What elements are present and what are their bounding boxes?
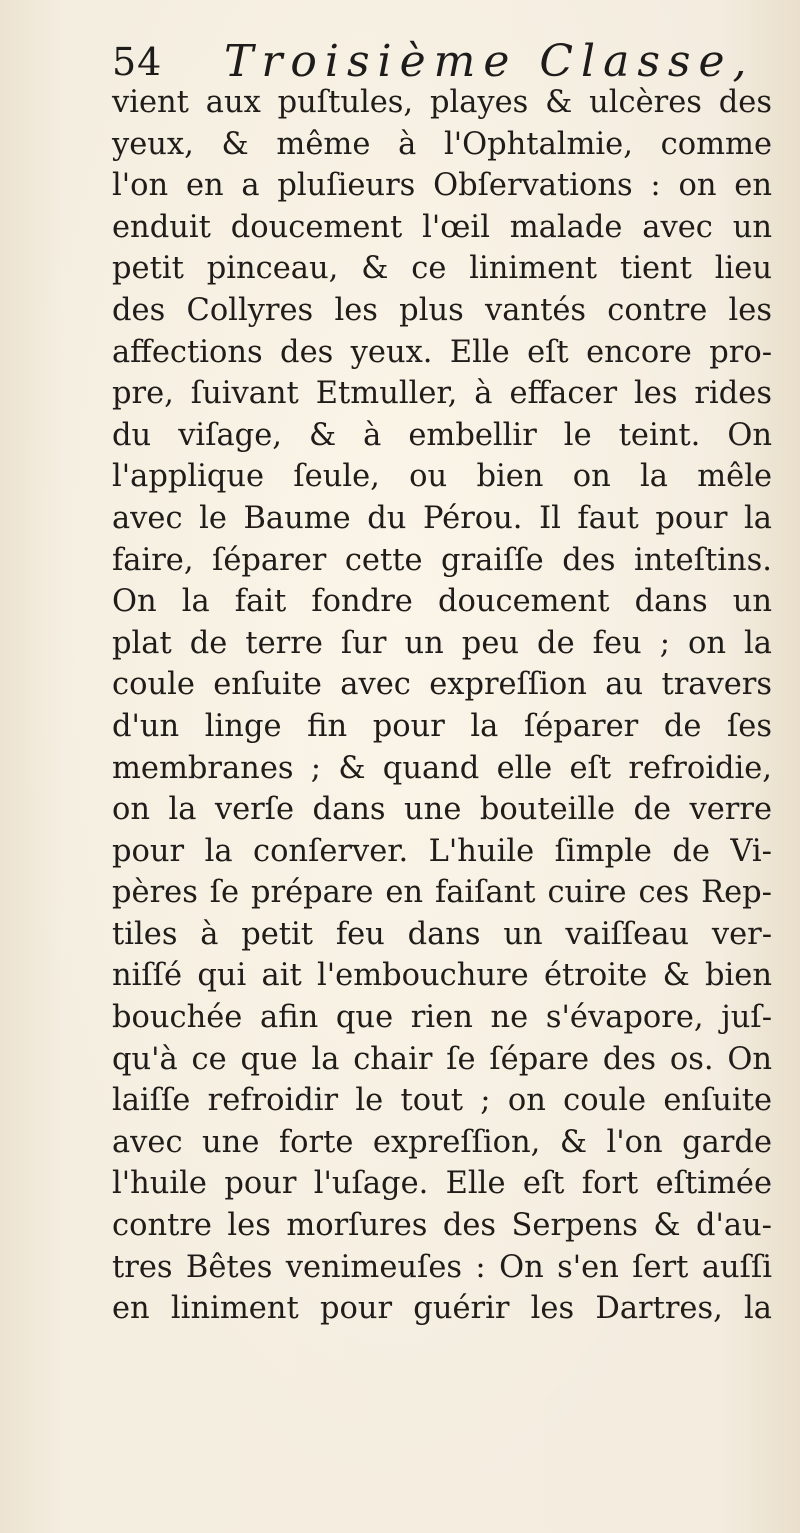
text-line: yeux, & même à l'Ophtalmie, comme (112, 126, 772, 162)
text-line: on la verſe dans une bouteille de verre (112, 792, 772, 828)
text-line: niſſé qui ait l'embouchure étroite & bien (112, 958, 772, 994)
text-line: membranes ; & quand elle eſt refroidie, (112, 750, 772, 786)
text-line: l'on en a pluſieurs Obſervations : on en (112, 168, 772, 204)
text-line: enduit doucement l'œil malade avec un (112, 209, 772, 245)
text-line: d'un linge fin pour la ſéparer de ſes (112, 708, 772, 744)
text-line: pères ſe prépare en faiſant cuire ces Rep- (112, 875, 772, 911)
text-line: faire, ſéparer cette graiſſe des inteſtins. (112, 542, 772, 578)
text-line: vient aux puſtules, playes & ulcères des (112, 85, 772, 120)
text-line: bouchée afin que rien ne s'évapore, juſ- (112, 1000, 772, 1036)
text-line: l'applique ſeule, ou bien on la mêle (112, 459, 772, 495)
text-line: pour la conſerver. L'huile ſimple de Vi- (112, 833, 772, 869)
text-line: tres Bêtes venimeuſes : On s'en ſert auſſi (112, 1249, 772, 1285)
text-line: plat de terre ſur un peu de feu ; on la (112, 625, 772, 661)
text-line: contre les morſures des Serpens & d'au- (112, 1208, 772, 1244)
text-line: qu'à ce que la chair ſe ſépare des os. On (112, 1041, 772, 1077)
text-line: affections des yeux. Elle eſt encore pro- (112, 334, 772, 370)
text-line: en liniment pour guérir les Dartres, la (112, 1291, 772, 1327)
page-number: 54 (112, 40, 163, 84)
text-line: petit pinceau, & ce liniment tient lieu (112, 251, 772, 287)
text-line: pre, ſuivant Etmuller, à effacer les rides (112, 376, 772, 412)
running-title: Troisième Classe, (224, 36, 755, 87)
text-line: tiles à petit feu dans un vaiſſeau ver- (112, 916, 772, 952)
body-text (112, 82, 772, 1330)
text-line: coule enſuite avec expreſſion au travers (112, 667, 772, 703)
text-line: On la fait fondre doucement dans un (112, 584, 772, 620)
text-line: avec le Baume du Pérou. Il faut pour la (112, 500, 772, 536)
text-line: avec une forte expreſſion, & l'on garde (112, 1124, 772, 1160)
text-line: des Collyres les plus vantés contre les (112, 292, 772, 328)
text-line: laiſſe refroidir le tout ; on coule enſuite (112, 1083, 772, 1119)
text-line: l'huile pour l'uſage. Elle eſt fort eſtimée (112, 1166, 772, 1202)
text-line: du viſage, & à embellir le teint. On (112, 417, 772, 453)
